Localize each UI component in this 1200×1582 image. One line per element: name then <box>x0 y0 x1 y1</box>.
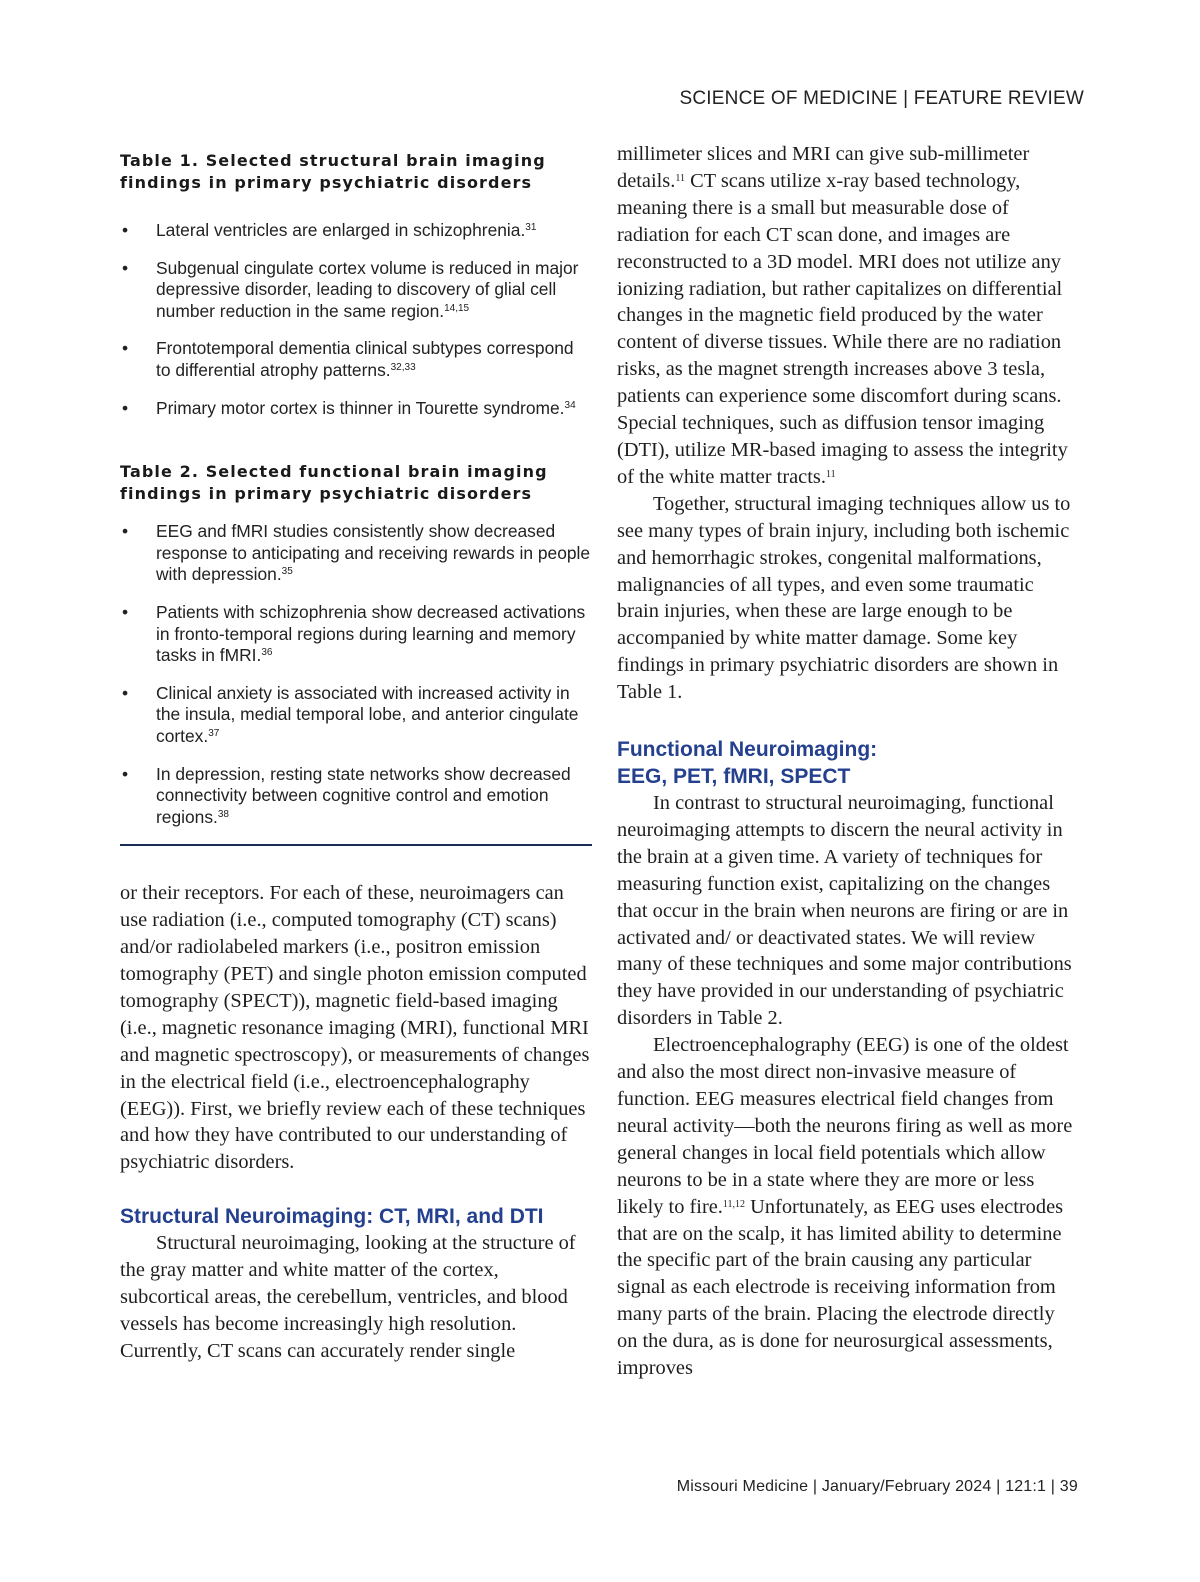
body-paragraph: or their receptors. For each of these, neuroimagers can use radiation (i.e., computed tomography (CT) scans) and/or radiolabeled markers (i.e., positron emission tomography (PET) and single photon emission computed tomography (SPECT)), magnetic field-based imaging (i.e., magnetic resonance imaging (MRI), functional MRI and magnetic spectroscopy), or measurements of changes in the electrical field (i.e., electroencephalography (EEG)). First, we briefly review each of these techniques and how they have contributed to our understanding of psychiatric disorders. <box>120 882 590 1174</box>
citation: 35 <box>281 566 293 578</box>
body-paragraph: millimeter slices and MRI can give sub-millimeter details.$^{11}$ CT scans utilize x-ray based technology, meaning there is a small but measurable dose of radiation for each CT scan done, and images are reconstructed to a 3D model. MRI does not utilize any ionizing radiation, but rather capitalizes on differential changes in the magnetic field produced by the water content of diverse tissues. While there are no radiation risks, as the magnet strength increases above 3 tesla, patients can experience some discomfort during scans. Special techniques, such as diffusion tensor imaging (DTI), utilize MR-based imaging to assess the integrity of the white matter tracts.$^{11}$ <box>617 143 1068 488</box>
list-item: • Frontotemporal dementia clinical subtypes correspond to differential atrophy patterns.$^{32,33}$ <box>122 338 574 380</box>
table-2-title <box>120 461 592 505</box>
section-heading-functional: Functional Neuroimaging: EEG, PET, fMRI, SPECT <box>617 738 878 789</box>
citation: 36 <box>261 647 273 659</box>
list-item: • Primary motor cortex is thinner in Tourette syndrome.$^{34}$ <box>122 397 576 418</box>
citation: 32,33 <box>390 361 416 373</box>
bullet-icon: • <box>122 257 129 278</box>
table-divider <box>120 844 592 846</box>
list-item: • In depression, resting state networks show decreased connectivity between cognitive control and emotion regions.$^{38}$ <box>122 763 571 827</box>
bullet-icon: • <box>122 682 129 703</box>
citation: 14,15 <box>444 302 470 314</box>
table-2-list <box>120 521 592 828</box>
list-item: • Clinical anxiety is associated with increased activity in the insula, medial temporal lobe, and anterior cingulate cortex.$^{37}$ <box>122 682 579 746</box>
citation: 11,12 <box>722 1198 746 1210</box>
list-item: • Subgenual cingulate cortex volume is reduced in major depressive disorder, leading to discovery of glial cell number reduction in the same region.$^{14,15}$ <box>122 257 579 321</box>
list-item: • Patients with schizophrenia show decreased activations in fronto-temporal regions during learning and memory tasks in fMRI.$^{36}$ <box>122 601 586 666</box>
list-item: • EEG and fMRI studies consistently show decreased response to anticipating and receiving rewards in people with depression.$^{35}$ <box>122 521 591 585</box>
table-1-title-line-2: findings in primary psychiatric disorders <box>120 173 533 192</box>
bullet-icon: • <box>122 763 129 784</box>
left-column <box>120 148 592 1365</box>
citation: 31 <box>525 222 537 233</box>
body-paragraph: Structural neuroimaging, looking at the structure of the gray matter and white matter of the cortex, subcortical areas, the cerebellum, ventricles, and blood vessels has become increasingly high resolution. Currently, CT scans can accurately render single <box>120 1232 576 1362</box>
body-paragraph: In contrast to structural neuroimaging, functional neuroimaging attempts to discern the neural activity in the brain at a given time. A variety of techniques for measuring function exist, capitalizing on the changes that occur in the brain when neurons are firing or are in activated and/ or deactivated states. We will review many of these techniques and some major contributions they have provided in our understanding of psychiatric disorders in Table 2. <box>617 792 1072 1030</box>
table-1-list <box>120 220 592 419</box>
bullet-icon: • <box>122 397 129 418</box>
citation: 38 <box>217 808 229 820</box>
citation: 11 <box>675 172 685 184</box>
table-2-title-line-2: findings in primary psychiatric disorders <box>120 484 533 504</box>
body-paragraph: Electroencephalography (EEG) is one of the oldest and also the most direct non-invasive measure of function. EEG measures electrical field changes from neural activity—both the neurons firing as well as more general changes in local field potentials which allow neurons to be in a state where they are more or less likely to fire.$^{11,12}$ Unfortunately, as EEG uses electrodes that are on the scalp, it has limited ability to determine the specific part of the brain causing any particular signal as each electrode is receiving information from many parts of the brain. Placing the electrode directly on the dura, as is done for neurosurgical assessments, improves <box>617 1034 1073 1380</box>
running-header: SCIENCE OF MEDICINE | FEATURE REVIEW <box>679 88 1084 109</box>
citation: 11 <box>825 468 836 480</box>
body-paragraph: Together, structural imaging techniques allow us to see many types of brain injury, including both ischemic and hemorrhagic strokes, congenital malformations, malignancies of all types, and even some traumatic brain injuries, when these are large enough to be accompanied by white matter damage. Some key findings in primary psychiatric disorders are shown in Table 1. <box>617 492 1071 704</box>
section-heading-structural: Structural Neuroimaging: CT, MRI, and DTI <box>120 1205 544 1229</box>
citation: 34 <box>564 399 576 411</box>
table-1-title-line-1: Table 1. Selected structural brain imaging <box>120 151 546 170</box>
bullet-icon: • <box>122 338 129 359</box>
bullet-icon: • <box>122 220 129 240</box>
bullet-icon: • <box>122 601 129 622</box>
page-footer: Missouri Medicine | January/February 2024 | 121:1 | 39 <box>676 1478 1078 1495</box>
table-2 <box>120 461 592 846</box>
right-column <box>617 141 1079 1382</box>
bullet-icon: • <box>122 521 129 542</box>
list-item: • Lateral ventricles are enlarged in schizophrenia.$^{31}$ <box>122 220 537 240</box>
table-2-title-line-1: Table 2. Selected functional brain imaging <box>120 462 548 482</box>
table-1-title <box>120 150 592 194</box>
citation: 37 <box>208 727 220 739</box>
table-1 <box>120 150 592 419</box>
